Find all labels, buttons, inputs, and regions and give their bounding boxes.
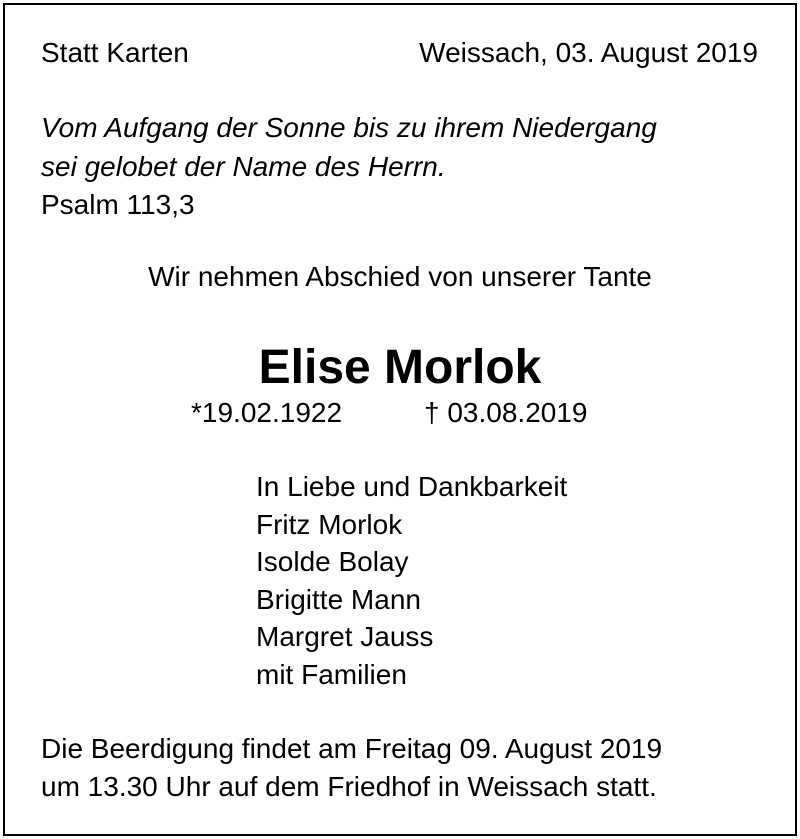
mourner-name: Isolde Bolay — [256, 546, 409, 577]
funeral-info-line-2: um 13.30 Uhr auf dem Friedhof in Weissach statt. — [41, 771, 657, 802]
deceased-name: Elise Morlok — [258, 341, 542, 394]
mourner-name: Margret Jauss — [256, 621, 434, 652]
birth-date: *19.02.1922 — [191, 397, 343, 428]
mourners-dedication: In Liebe und Dankbarkeit — [256, 471, 568, 502]
mourners-families: mit Familien — [256, 658, 407, 690]
mourner-name: Fritz Morlok — [256, 508, 403, 540]
header-place-date: Weissach, 03. August 2019 — [419, 37, 758, 68]
death-date: † 03.08.2019 — [424, 397, 588, 428]
header-left-text: Statt Karten — [41, 37, 189, 68]
verse-line-2: sei gelobet der Name des Herrn. — [41, 151, 446, 182]
funeral-info-line-1: Die Beerdigung findet am Freitag 09. August 2019 — [41, 733, 663, 764]
mourners-list — [256, 468, 567, 693]
verse-reference: Psalm 113,3 — [41, 189, 195, 220]
mourner-name: Brigitte Mann — [256, 583, 421, 615]
verse-line-1: Vom Aufgang der Sonne bis zu ihrem Niedergang — [41, 112, 657, 143]
intro-text: Wir nehmen Abschied von unserer Tante — [148, 261, 652, 292]
